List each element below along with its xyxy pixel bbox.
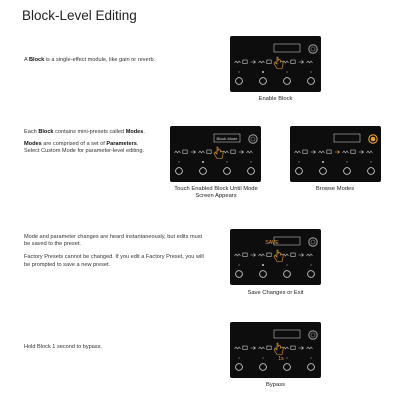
device-touch-block [170, 126, 261, 182]
chain-arrow-icon [311, 151, 316, 154]
chain-block-icon [267, 60, 271, 64]
device-bypass [230, 322, 321, 378]
status-led [298, 161, 300, 163]
footswitch-icon [368, 168, 375, 175]
chain-block-icon [351, 150, 355, 154]
paragraph: Factory Presets cannot be changed. If you edit a Factory Preset, you will be prompted to save a new preset. [24, 254, 204, 268]
chain-arrow-icon [335, 151, 340, 154]
device-screen [274, 330, 300, 338]
footswitch-icon [284, 364, 291, 371]
footswitch-icon [224, 168, 231, 175]
encoder-knob-icon [309, 331, 317, 339]
signal-chain-icon [175, 150, 253, 154]
hand-outline [274, 57, 283, 69]
device-graphic [230, 322, 321, 378]
encoder-knob-center [311, 333, 315, 337]
device-enable-block [230, 36, 321, 92]
chain-wave-icon [199, 151, 205, 153]
hand-outline [274, 343, 283, 355]
chain-arrow-icon [299, 254, 304, 257]
chain-block-icon [267, 346, 271, 350]
status-led [262, 357, 264, 359]
caption-save-changes: Save Changes or Exit [247, 290, 304, 296]
footswitch-icon [344, 168, 351, 175]
footswitch-icon [260, 271, 267, 278]
footswitch-icon [284, 78, 291, 85]
footswitch-icon [236, 364, 243, 371]
chain-wave-icon [259, 347, 265, 349]
chain-block-icon [207, 150, 211, 154]
status-led [238, 357, 240, 359]
chain-wave-icon [295, 151, 301, 153]
status-led [286, 357, 288, 359]
status-led [202, 161, 204, 163]
signal-chain-icon [235, 60, 313, 64]
footswitch-icon [296, 168, 303, 175]
footswitch-icon [200, 168, 207, 175]
encoder-knob-icon [309, 45, 317, 53]
chain-wave-icon [259, 254, 265, 256]
chain-arrow-icon [251, 61, 256, 64]
hand-pointer-icon [274, 343, 283, 355]
chain-wave-icon [235, 61, 241, 63]
chain-block-icon [303, 150, 307, 154]
encoder-knob-center [371, 137, 375, 141]
chain-wave-icon [307, 61, 313, 63]
chain-wave-icon [343, 151, 349, 153]
hand-pointer-icon [214, 147, 223, 159]
section-3-text [24, 234, 204, 269]
section-1-text [24, 57, 204, 64]
paragraph: Hold Block 1 second to bypass. [24, 344, 103, 350]
signal-chain-icon [295, 150, 373, 154]
caption-browse-modes: Browse Modes [315, 186, 355, 192]
device-save-changes [230, 229, 321, 285]
status-led [346, 161, 348, 163]
chain-arrow-icon [251, 254, 256, 257]
chain-arrow-icon [191, 151, 196, 154]
section-2-text [24, 129, 154, 156]
chain-wave-icon [175, 151, 181, 153]
chain-arrow-icon [239, 151, 244, 154]
chain-block-icon [183, 150, 187, 154]
status-led [262, 264, 264, 266]
hand-outline [274, 250, 283, 262]
chain-wave-icon [283, 347, 289, 349]
status-led [226, 161, 228, 163]
footswitch-icon [320, 168, 327, 175]
chain-block-icon [291, 346, 295, 350]
caption-bypass: Bypass [265, 382, 285, 388]
device-graphic [170, 126, 261, 182]
encoder-knob-center [311, 47, 315, 51]
status-led [250, 161, 252, 163]
footswitch-icon [260, 78, 267, 85]
footswitch-icon [308, 364, 315, 371]
overlay-label: 1s [278, 356, 284, 362]
chain-wave-icon [307, 254, 313, 256]
section-4-text [24, 344, 204, 351]
chain-block-icon [243, 60, 247, 64]
hand-outline [214, 147, 223, 159]
chain-block-icon [267, 253, 271, 257]
chain-block-icon [243, 253, 247, 257]
chain-block-icon [243, 346, 247, 350]
encoder-knob-icon [309, 238, 317, 246]
footswitch-icon [260, 364, 267, 371]
paragraph: Modes are comprised of a set of Parameters. Select Custom Mode for parameter-level editing. [24, 141, 145, 155]
footswitch-icon [236, 78, 243, 85]
signal-chain-icon [235, 253, 313, 257]
status-led [286, 264, 288, 266]
chain-arrow-icon [251, 347, 256, 350]
status-led [178, 161, 180, 163]
footswitch-icon [308, 78, 315, 85]
page-title: Block-Level Editing [22, 8, 137, 23]
footswitch-icon [308, 271, 315, 278]
chain-wave-icon [259, 61, 265, 63]
chain-block-icon [291, 60, 295, 64]
hand-pointer-icon [274, 250, 283, 262]
device-graphic [230, 36, 321, 92]
footswitch-icon [176, 168, 183, 175]
signal-chain-icon [235, 346, 313, 350]
status-led [238, 264, 240, 266]
chain-arrow-icon [299, 61, 304, 64]
status-led [286, 71, 288, 73]
status-led [370, 161, 372, 163]
paragraph: Mode and parameter changes are heard instantaneously, but edits must be saved to the preset. [24, 234, 203, 248]
paragraph: A Block is a single-effect module, like gain or reverb. [24, 57, 156, 63]
encoder-knob-center [311, 240, 315, 244]
hand-pointer-icon [274, 57, 283, 69]
status-led [310, 264, 312, 266]
chain-wave-icon [223, 151, 229, 153]
caption-enable-block: Enable Block [258, 96, 293, 102]
device-browse-modes [290, 126, 381, 182]
chain-wave-icon [247, 151, 253, 153]
device-graphic [230, 229, 321, 285]
chain-wave-icon [283, 61, 289, 63]
encoder-knob-center [251, 137, 255, 141]
footswitch-icon [284, 271, 291, 278]
device-screen [274, 44, 300, 52]
device-graphic [290, 126, 381, 182]
status-led [262, 71, 264, 73]
chain-block-icon [231, 150, 235, 154]
chain-wave-icon [367, 151, 373, 153]
chain-block-icon [327, 150, 331, 154]
chain-wave-icon [235, 254, 241, 256]
overlay-label: SAVE [265, 240, 279, 246]
status-led [310, 71, 312, 73]
chain-block-icon [291, 253, 295, 257]
screen-text: Block Mode [216, 136, 238, 141]
device-screen [334, 134, 360, 142]
encoder-knob-icon [249, 135, 257, 143]
status-led [238, 71, 240, 73]
chain-arrow-icon [299, 347, 304, 350]
caption-touch-block: Touch Enabled Block Until Mode Screen Appears [174, 186, 258, 199]
paragraph: Each Block contains mini-presets called Modes. [24, 129, 145, 135]
status-led [322, 161, 324, 163]
status-led [310, 357, 312, 359]
footswitch-icon [248, 168, 255, 175]
footswitch-icon [236, 271, 243, 278]
chain-arrow-icon [359, 151, 364, 154]
chain-wave-icon [235, 347, 241, 349]
chain-wave-icon [283, 254, 289, 256]
chain-wave-icon [319, 151, 325, 153]
chain-wave-icon [307, 347, 313, 349]
